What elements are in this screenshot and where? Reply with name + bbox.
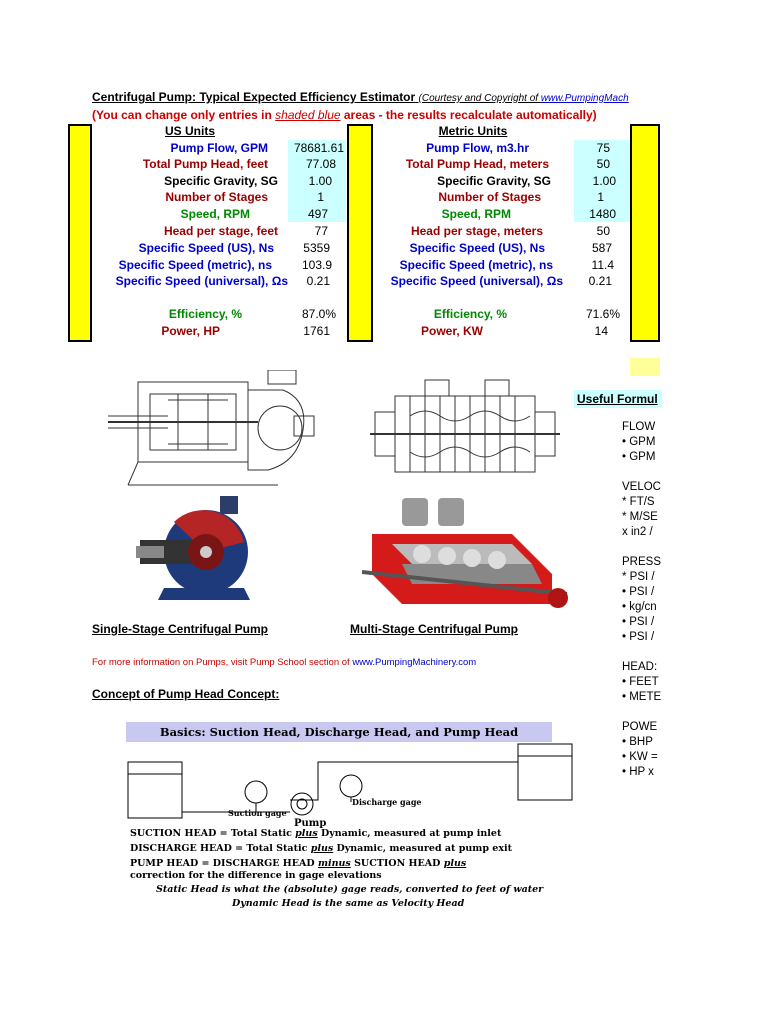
suction-gage-label: Suction gage <box>228 808 287 818</box>
yellow-bar-middle <box>347 124 373 342</box>
us-omega-label: Specific Speed (universal), Ωs <box>115 274 288 288</box>
us-head-value[interactable]: 77.08 <box>305 157 336 171</box>
metric-omega-value: 0.21 <box>588 274 612 288</box>
yellow-bar-left <box>68 124 92 342</box>
formula-line: • PSI / <box>622 616 655 628</box>
formula-line: HEAD: <box>622 661 658 673</box>
formula-line: * PSI / <box>622 571 655 583</box>
us-eff-label: Efficiency, % <box>168 307 242 321</box>
formula-line: * M/SE <box>622 511 658 523</box>
formula-line: • PSI / <box>622 631 655 643</box>
metric-eff-label: Efficiency, % <box>433 307 507 321</box>
metric-power-value: 14 <box>594 324 608 338</box>
formula-line: • METE <box>622 691 662 703</box>
metric-eff-value: 71.6% <box>585 307 620 321</box>
single-stage-pump-drawing <box>108 370 322 490</box>
formula-line: VELOC <box>622 481 661 493</box>
info-line <box>92 657 476 668</box>
formula-line: * FT/S <box>622 496 655 508</box>
metric-stages-label: Number of Stages <box>438 190 541 204</box>
courtesy-prefix: (Courtesy and Copyright of <box>418 93 541 104</box>
formula-line <box>622 705 662 720</box>
metric-units-header: Metric Units <box>438 124 508 138</box>
metric-power-label: Power, KW <box>420 324 483 338</box>
single-stage-pump-image <box>134 492 256 604</box>
metric-head-value[interactable]: 50 <box>596 157 610 171</box>
metric-flow-value[interactable]: 75 <box>596 141 610 155</box>
info-prefix: For more information on Pumps, visit Pump School section of <box>92 657 353 668</box>
us-stages-label: Number of Stages <box>165 190 268 204</box>
l3b: minus <box>317 858 351 869</box>
us-stages-value[interactable]: 1 <box>317 190 324 204</box>
courtesy <box>419 93 629 104</box>
us-sg-label: Specific Gravity, SG <box>164 174 278 188</box>
l2c: Dynamic, measured at pump exit <box>333 843 513 854</box>
l1c: Dynamic, measured at pump inlet <box>317 828 502 839</box>
notice <box>92 108 597 122</box>
us-ns-metric-value: 103.9 <box>301 258 332 272</box>
diagram-banner: Basics: Suction Head, Discharge Head, and Pump Head <box>126 722 552 742</box>
metric-speed-value[interactable]: 1480 <box>589 207 616 221</box>
yellow-cell <box>630 358 660 376</box>
us-speed-value[interactable]: 497 <box>307 207 328 221</box>
formula-line: x in2 / <box>622 526 653 538</box>
metric-ns-label: Specific Speed (US), Ns <box>409 241 545 255</box>
metric-head-stage-value: 50 <box>596 224 610 238</box>
metric-head-stage-label: Head per stage, meters <box>410 224 543 238</box>
metric-stages-value[interactable]: 1 <box>597 190 604 204</box>
metric-omega-label: Specific Speed (universal), Ωs <box>390 274 563 288</box>
pump-label: Pump <box>294 818 327 829</box>
l3c: SUCTION HEAD <box>350 858 444 869</box>
us-ns-metric-label: Specific Speed (metric), ns <box>118 258 272 272</box>
discharge-gage-label: Discharge gage <box>352 797 422 807</box>
dynamic-head-note: Dynamic Head is the same as Velocity Head <box>232 898 465 909</box>
l2b: plus <box>310 843 334 854</box>
formula-line: • GPM <box>622 451 656 463</box>
metric-head-label: Total Pump Head, meters <box>405 157 549 171</box>
l3a: PUMP HEAD = DISCHARGE HEAD <box>130 858 318 869</box>
metric-ns-metric-value: 11.4 <box>591 258 614 272</box>
courtesy-link[interactable]: www.PumpingMach <box>540 93 629 104</box>
l1a: SUCTION HEAD = Total Static <box>130 828 296 839</box>
l1b: plus <box>295 828 318 839</box>
l3d: plus <box>443 858 467 869</box>
metric-ns-metric-label: Specific Speed (metric), ns <box>399 258 553 272</box>
us-ns-label: Specific Speed (US), Ns <box>138 241 274 255</box>
single-stage-caption: Single-Stage Centrifugal Pump <box>92 622 269 636</box>
multi-stage-pump-image <box>362 494 572 618</box>
notice-a: (You can change only entries in <box>92 108 276 122</box>
metric-sg-value[interactable]: 1.00 <box>592 174 616 188</box>
static-head-note: Static Head is what the (absolute) gage reads, converted to feet of water <box>156 884 544 895</box>
formula-line: • PSI / <box>622 586 655 598</box>
formula-line: POWE <box>622 721 658 733</box>
correction-line: correction for the difference in gage elevations <box>130 870 382 881</box>
formula-line: • HP x <box>622 766 654 778</box>
us-flow-value[interactable]: 78681.61 <box>293 141 344 155</box>
formulas-column <box>622 420 662 780</box>
discharge-head-line <box>130 843 512 854</box>
formula-line: • KW = <box>622 751 658 763</box>
formula-line: • FEET <box>622 676 659 688</box>
multi-stage-pump-drawing <box>370 376 560 488</box>
us-head-stage-value: 77 <box>314 224 328 238</box>
us-sg-value[interactable]: 1.00 <box>308 174 332 188</box>
formula-line: • GPM <box>622 436 656 448</box>
us-omega-value: 0.21 <box>306 274 330 288</box>
formula-line: PRESS <box>622 556 661 568</box>
page-title <box>92 90 629 104</box>
l2a: DISCHARGE HEAD = Total Static <box>130 843 311 854</box>
multi-stage-caption: Multi-Stage Centrifugal Pump <box>350 622 518 636</box>
us-eff-value: 87.0% <box>301 307 336 321</box>
formula-line <box>622 540 662 555</box>
us-flow-label: Pump Flow, GPM <box>170 141 268 155</box>
us-ns-value: 5359 <box>303 241 330 255</box>
suction-head-line <box>130 828 501 839</box>
us-power-label: Power, HP <box>161 324 220 338</box>
pump-head-schematic <box>126 742 576 832</box>
formula-line <box>622 645 662 660</box>
useful-formulas-header: Useful Formul <box>574 390 662 408</box>
us-head-label: Total Pump Head, feet <box>142 157 268 171</box>
metric-flow-label: Pump Flow, m3.hr <box>426 141 529 155</box>
formula-line: • kg/cn <box>622 601 657 613</box>
notice-b: areas - the results recalculate automatically) <box>340 108 597 122</box>
title-text: Centrifugal Pump: Typical Expected Efficiency Estimator <box>92 90 416 104</box>
yellow-bar-right <box>630 124 660 342</box>
concept-heading: Concept of Pump Head Concept: <box>92 687 280 701</box>
metric-speed-label: Speed, RPM <box>441 207 511 221</box>
us-head-stage-label: Head per stage, feet <box>163 224 278 238</box>
formula-line: FLOW <box>622 421 656 433</box>
us-power-value: 1761 <box>303 324 330 338</box>
pump-head-line <box>130 858 466 869</box>
formula-line <box>622 465 662 480</box>
metric-sg-label: Specific Gravity, SG <box>437 174 551 188</box>
info-link[interactable]: www.PumpingMachinery.com <box>352 657 477 668</box>
us-speed-label: Speed, RPM <box>180 207 250 221</box>
notice-shaded: shaded blue <box>275 108 341 122</box>
us-units-header: US Units <box>164 124 215 138</box>
formula-line: • BHP <box>622 736 653 748</box>
metric-ns-value: 587 <box>591 241 612 255</box>
